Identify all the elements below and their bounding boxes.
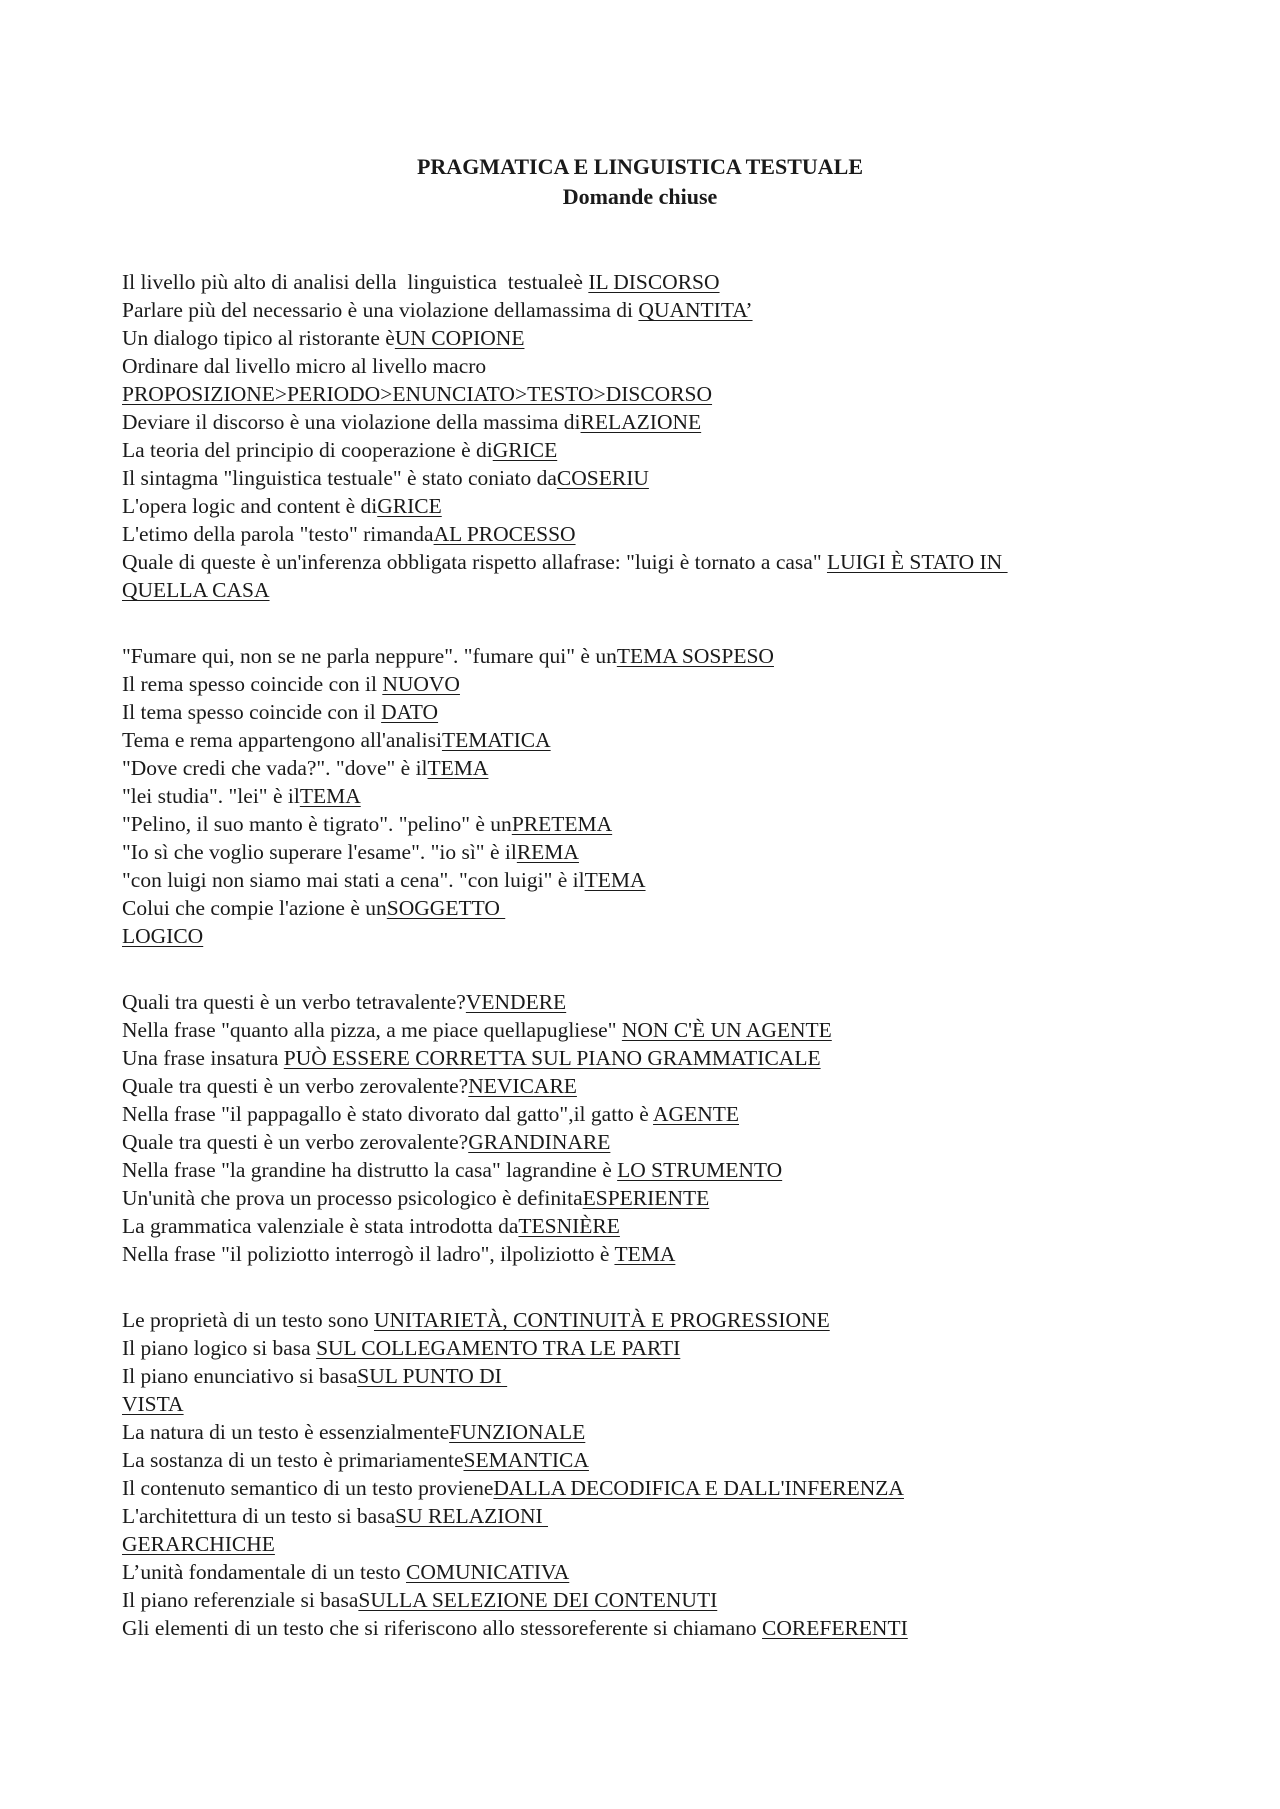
- answer-text: RELAZIONE: [580, 410, 702, 434]
- question-text: Gli elementi di un testo che si riferiscono allo stessoreferente si chiamano: [122, 1616, 763, 1640]
- question-line: [122, 1362, 1162, 1390]
- answer-text: NON C'È UN AGENTE: [621, 1018, 832, 1042]
- question-line: [122, 810, 1162, 838]
- document-subtitle: Domande chiuse: [562, 184, 718, 209]
- question-line: [122, 1016, 1162, 1044]
- question-text: "Pelino, il suo manto è tigrato". "pelino" è un: [122, 812, 512, 836]
- question-text: Quali tra questi è un verbo tetravalente?: [122, 990, 466, 1014]
- answer-text: SULLA SELEZIONE DEI CONTENUTI: [358, 1588, 718, 1612]
- question-line: [122, 1446, 1162, 1474]
- section-gap: [122, 604, 1162, 642]
- question-line: [122, 436, 1162, 464]
- question-line: [122, 1614, 1162, 1642]
- question-line: [122, 1156, 1162, 1184]
- question-text: La grammatica valenziale è stata introdotta da: [122, 1214, 519, 1238]
- answer-text: LOGICO: [122, 924, 204, 948]
- question-text: Colui che compie l'azione è un: [122, 896, 387, 920]
- question-text: La sostanza di un testo è primariamente: [122, 1448, 464, 1472]
- question-text: "Fumare qui, non se ne parla neppure". "fumare qui" è un: [122, 644, 617, 668]
- question-text: Nella frase "la grandine ha distrutto la casa" lagrandine è: [122, 1158, 618, 1182]
- answer-text: SUL PUNTO DI: [357, 1364, 508, 1388]
- question-text: "Io sì che voglio superare l'esame". "io sì" è il: [122, 840, 517, 864]
- answer-text: SU RELAZIONI: [395, 1504, 549, 1528]
- question-text: Quale tra questi è un verbo zerovalente?: [122, 1074, 469, 1098]
- answer-text: TEMATICA: [441, 728, 551, 752]
- question-line: [122, 1586, 1162, 1614]
- question-line: [122, 1502, 1162, 1530]
- question-line: [122, 838, 1162, 866]
- answer-text: NEVICARE: [468, 1074, 577, 1098]
- answer-text: LO STRUMENTO: [617, 1158, 783, 1182]
- answer-text: NUOVO: [382, 672, 460, 696]
- document-title: PRAGMATICA E LINGUISTICA TESTUALE: [416, 154, 863, 179]
- question-text: "con luigi non siamo mai stati a cena". "con luigi" è il: [122, 868, 585, 892]
- question-line: [122, 520, 1162, 548]
- question-text: Nella frase "quanto alla pizza, a me piace quellapugliese": [122, 1018, 622, 1042]
- question-line: [122, 1530, 1162, 1558]
- answer-text: IL DISCORSO: [588, 270, 720, 294]
- question-text: Quale di queste è un'inferenza obbligata rispetto allafrase: "luigi è tornato a casa": [122, 550, 827, 574]
- question-line: [122, 1072, 1162, 1100]
- answer-text: QUANTITA’: [638, 298, 753, 322]
- question-text: Il piano referenziale si basa: [122, 1588, 359, 1612]
- question-line: [122, 782, 1162, 810]
- question-line: [122, 352, 1162, 380]
- answer-text: LUIGI È STATO IN: [826, 550, 1008, 574]
- question-text: Un dialogo tipico al ristorante è: [122, 326, 395, 350]
- answer-text: COREFERENTI: [762, 1616, 908, 1640]
- answer-text: TEMA: [427, 756, 489, 780]
- answer-text: TEMA: [584, 868, 646, 892]
- question-text: Tema e rema appartengono all'analisi: [122, 728, 442, 752]
- question-text: Il rema spesso coincide con il: [122, 672, 383, 696]
- section-gap: [122, 950, 1162, 988]
- question-line: [122, 324, 1162, 352]
- question-text: Il livello più alto di analisi della linguistica testualeè: [122, 270, 589, 294]
- answer-text: COSERIU: [556, 466, 649, 490]
- question-line: [122, 1044, 1162, 1072]
- answer-text: TESNIÈRE: [518, 1214, 620, 1238]
- section-gap: [122, 1268, 1162, 1306]
- question-text: Il sintagma "linguistica testuale" è stato coniato da: [122, 466, 557, 490]
- answer-text: UN COPIONE: [394, 326, 525, 350]
- answer-text: GERARCHICHE: [122, 1532, 275, 1556]
- question-text: L'opera logic and content è di: [122, 494, 378, 518]
- question-text: Parlare più del necessario è una violazione dellamassima di: [122, 298, 639, 322]
- answer-text: ESPERIENTE: [582, 1186, 710, 1210]
- question-text: La natura di un testo è essenzialmente: [122, 1420, 450, 1444]
- answer-text: SUL COLLEGAMENTO TRA LE PARTI: [316, 1336, 681, 1360]
- question-line: [122, 698, 1162, 726]
- answer-text: DATO: [381, 700, 439, 724]
- question-line: [122, 408, 1162, 436]
- answer-text: SEMANTICA: [463, 1448, 589, 1472]
- question-text: Deviare il discorso è una violazione della massima di: [122, 410, 581, 434]
- answer-text: TEMA: [299, 784, 361, 808]
- question-text: L'architettura di un testo si basa: [122, 1504, 396, 1528]
- answer-text: DALLA DECODIFICA E DALL'INFERENZA: [493, 1476, 904, 1500]
- answer-text: PUÒ ESSERE CORRETTA SUL PIANO GRAMMATICALE: [283, 1046, 821, 1070]
- question-line: [122, 754, 1162, 782]
- question-line: [122, 642, 1162, 670]
- question-line: [122, 1334, 1162, 1362]
- question-line: [122, 464, 1162, 492]
- question-line: [122, 922, 1162, 950]
- question-text: L’unità fondamentale di un testo: [122, 1560, 407, 1584]
- question-line: [122, 1418, 1162, 1446]
- question-line: [122, 988, 1162, 1016]
- question-text: Il piano enunciativo si basa: [122, 1364, 358, 1388]
- answer-text: SOGGETTO: [386, 896, 506, 920]
- question-line: [122, 268, 1162, 296]
- answer-text: GRICE: [492, 438, 558, 462]
- answer-text: UNITARIETÀ, CONTINUITÀ E PROGRESSIONE: [373, 1308, 830, 1332]
- answer-text: QUELLA CASA: [122, 578, 270, 602]
- question-text: Una frase insatura: [122, 1046, 284, 1070]
- answer-text: FUNZIONALE: [449, 1420, 586, 1444]
- question-text: Le proprietà di un testo sono: [122, 1308, 374, 1332]
- question-line: [122, 1128, 1162, 1156]
- question-line: [122, 1184, 1162, 1212]
- question-line: [122, 492, 1162, 520]
- answer-text: PRETEMA: [511, 812, 613, 836]
- question-line: [122, 866, 1162, 894]
- answer-text: VISTA: [122, 1392, 184, 1416]
- question-text: "lei studia". "lei" è il: [122, 784, 300, 808]
- question-line: [122, 380, 1162, 408]
- question-text: Quale tra questi è un verbo zerovalente?: [122, 1130, 469, 1154]
- answer-text: GRANDINARE: [468, 1130, 611, 1154]
- answer-text: TEMA: [614, 1242, 676, 1266]
- question-text: Ordinare dal livello micro al livello macro: [122, 354, 487, 378]
- answer-text: PROPOSIZIONE>PERIODO>ENUNCIATO>TESTO>DISCORSO: [122, 382, 713, 406]
- answer-text: GRICE: [377, 494, 442, 518]
- question-text: Il tema spesso coincide con il: [122, 700, 382, 724]
- questions-body: [122, 268, 1162, 1642]
- answer-text: COMUNICATIVA: [406, 1560, 570, 1584]
- question-line: [122, 1558, 1162, 1586]
- question-line: [122, 296, 1162, 324]
- question-line: [122, 576, 1162, 604]
- question-text: "Dove credi che vada?". "dove" è il: [122, 756, 428, 780]
- question-line: [122, 1306, 1162, 1334]
- question-line: [122, 670, 1162, 698]
- question-line: [122, 726, 1162, 754]
- question-text: L'etimo della parola "testo" rimanda: [122, 522, 434, 546]
- question-line: [122, 1390, 1162, 1418]
- answer-text: AL PROCESSO: [433, 522, 576, 546]
- question-text: Nella frase "il pappagallo è stato divorato dal gatto",il gatto è: [122, 1102, 654, 1126]
- question-line: [122, 1240, 1162, 1268]
- question-text: Il contenuto semantico di un testo proviene: [122, 1476, 494, 1500]
- answer-text: TEMA SOSPESO: [616, 644, 774, 668]
- answer-text: REMA: [516, 840, 579, 864]
- question-text: Un'unità che prova un processo psicologico è definita: [122, 1186, 583, 1210]
- question-line: [122, 1212, 1162, 1240]
- question-line: [122, 894, 1162, 922]
- question-line: [122, 1474, 1162, 1502]
- question-text: Nella frase "il poliziotto interrogò il ladro", ilpoliziotto è: [122, 1242, 615, 1266]
- question-line: [122, 548, 1162, 576]
- question-text: Il piano logico si basa: [122, 1336, 317, 1360]
- question-line: [122, 1100, 1162, 1128]
- question-text: La teoria del principio di cooperazione è di: [122, 438, 493, 462]
- answer-text: VENDERE: [465, 990, 567, 1014]
- answer-text: AGENTE: [653, 1102, 739, 1126]
